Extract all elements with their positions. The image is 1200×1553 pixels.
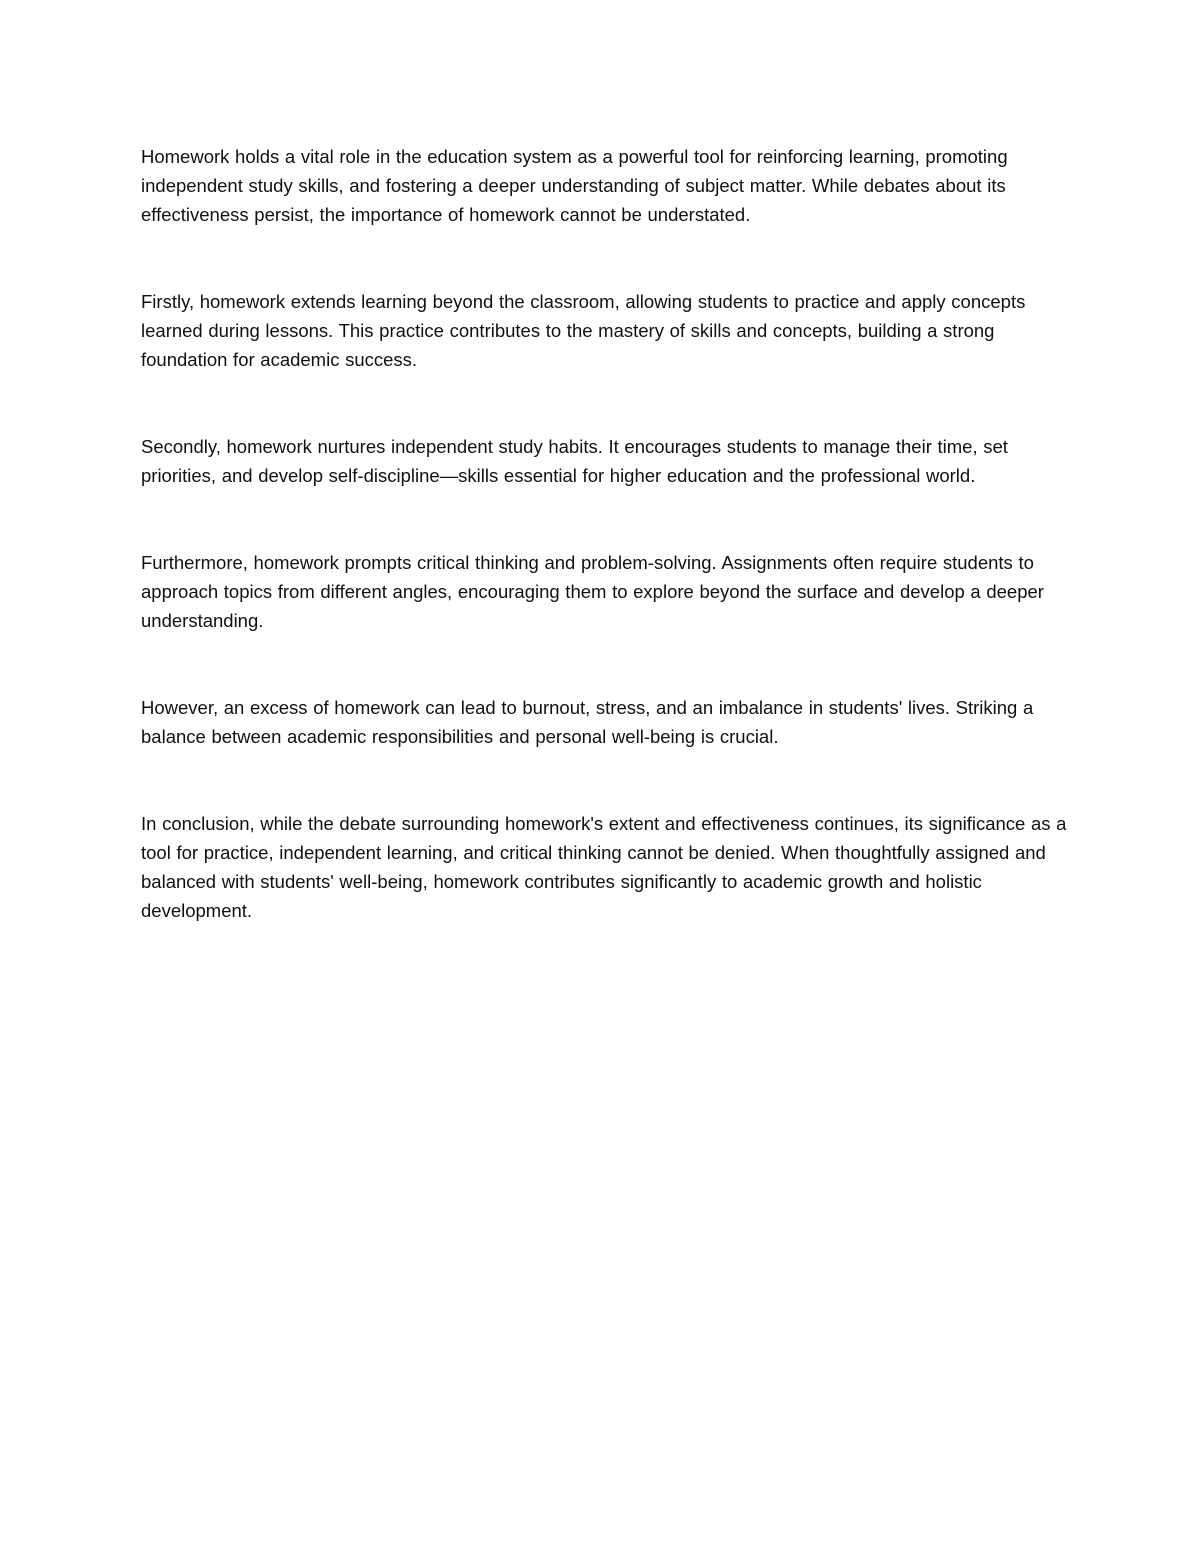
- paragraph-introduction: Homework holds a vital role in the education system as a powerful tool for reinforcing learning, promoting independent study skills, and fostering a deeper understanding of subject matter. While debates about its effectiveness persist, the importance of homework cannot be understated.: [141, 146, 1008, 225]
- paragraph-firstly: Firstly, homework extends learning beyond the classroom, allowing students to practice and apply concepts learned during lessons. This practice contributes to the mastery of skills and concepts, building a strong foundation for academic success.: [141, 291, 1026, 370]
- paragraph-furthermore: Furthermore, homework prompts critical thinking and problem-solving. Assignments often require students to approach topics from different angles, encouraging them to explore beyond the surface and develop a deeper understanding.: [141, 552, 1044, 631]
- paragraph-conclusion: In conclusion, while the debate surrounding homework's extent and effectiveness continues, its significance as a tool for practice, independent learning, and critical thinking cannot be denied. When thoughtfully assigned and balanced with students' well-being, homework contributes significantly to academic growth and holistic development.: [141, 813, 1067, 921]
- document-body: [141, 142, 1071, 983]
- paragraph-secondly: Secondly, homework nurtures independent study habits. It encourages students to manage their time, set priorities, and develop self-discipline—skills essential for higher education and the professional world.: [141, 436, 1008, 486]
- paragraph-however: However, an excess of homework can lead to burnout, stress, and an imbalance in students' lives. Striking a balance between academic responsibilities and personal well-being is crucial.: [141, 697, 1034, 747]
